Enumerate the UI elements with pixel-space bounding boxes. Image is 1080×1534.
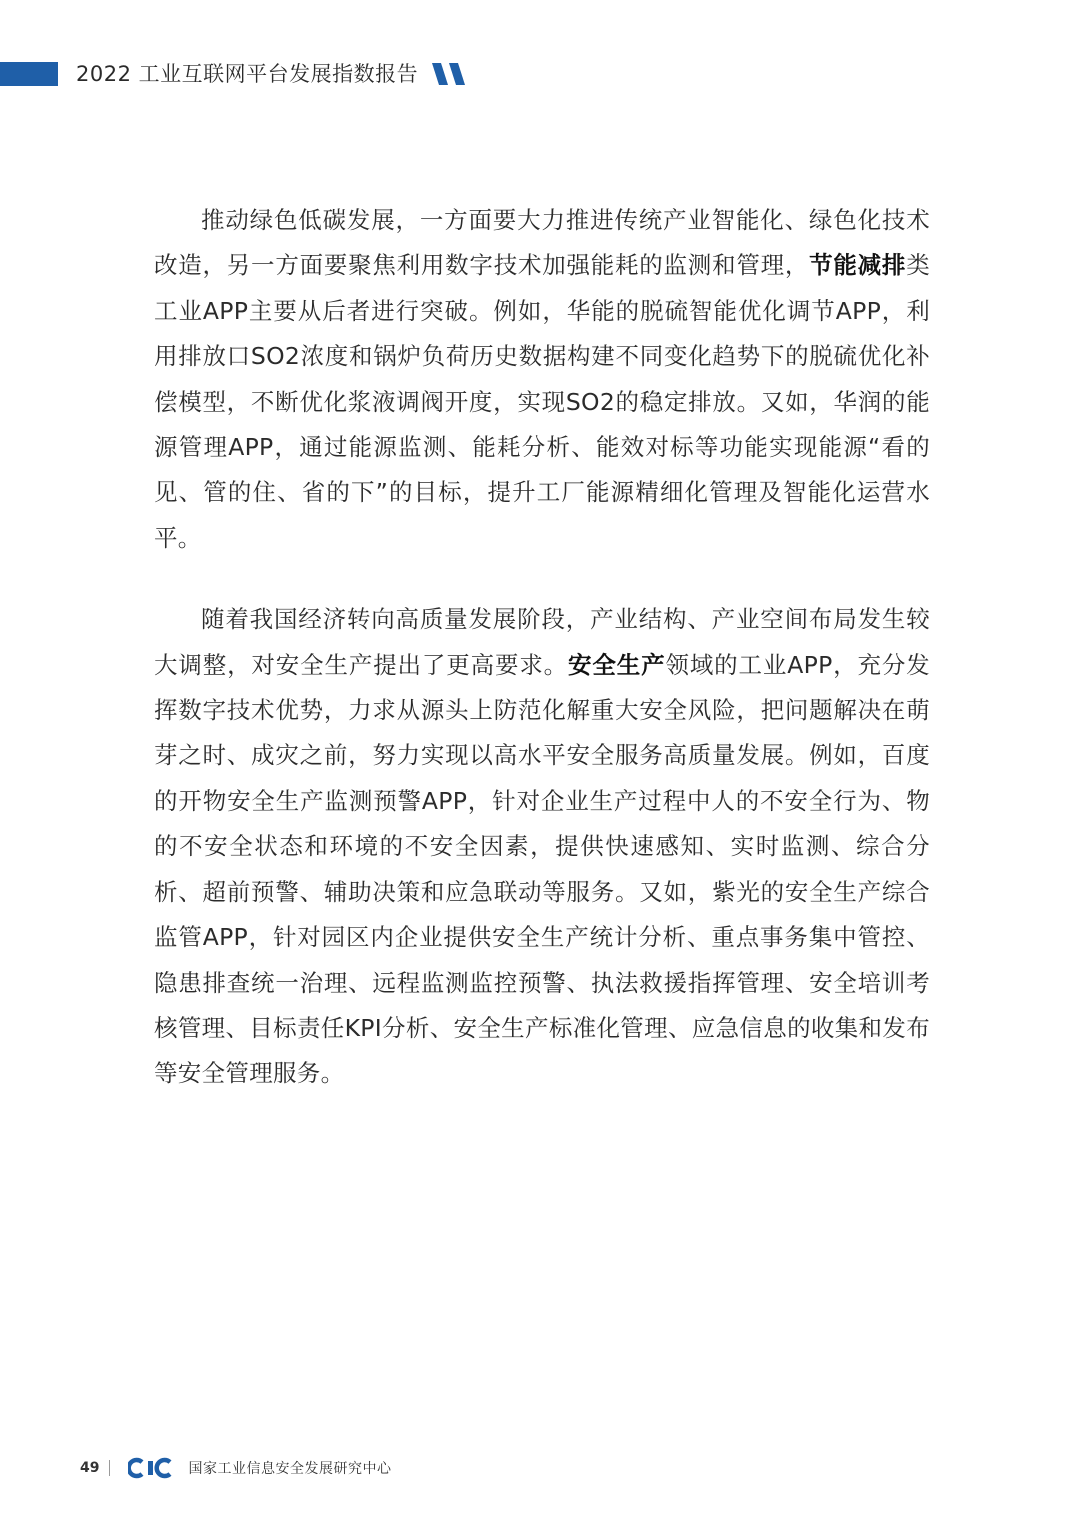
paragraph-safety-production: [154, 597, 930, 1096]
paragraph-text: 推动绿色低碳发展，一方面要大力推进传统产业智能化、绿色化技术改造，另一方面要聚焦利用数字技术加强能耗的监测和管理，: [154, 206, 930, 280]
organization-name: 国家工业信息安全发展研究中心: [188, 1461, 392, 1477]
report-title: 2022 工业互联网平台发展指数报告: [76, 62, 419, 86]
page-number: 49: [80, 1460, 100, 1476]
header-accent-bar: [0, 62, 58, 86]
cic-logo-icon: [128, 1457, 180, 1479]
paragraph-text: 随着我国经济转向高质量发展阶段，产业结构、产业空间布局发生较大调整，对安全生产提出了更高要求。: [154, 605, 930, 679]
paragraph-text: 类工业APP主要从后者进行突破。例如，华能的脱硫智能优化调节APP，利用排放口SO2浓度和锅炉负荷历史数据构建不同变化趋势下的脱硫优化补偿模型，不断优化浆液调阀开度，实现SO2的稳定排放。又如，华润的能源管理APP，通过能源监测、能耗分析、能效对标等功能实现能源“看的见、管的住、省的下”的目标，提升工厂能源精细化管理及智能化运营水平。: [154, 251, 930, 552]
double-slash-mark-icon: [432, 63, 468, 85]
page-footer: [80, 1455, 391, 1481]
body-content: [154, 198, 930, 1097]
highlight-term: 安全生产: [568, 650, 666, 679]
paragraph-text: 领域的工业APP，充分发挥数字技术优势，力求从源头上防范化解重大安全风险，把问题解决在萌芽之时、成灾之前，努力实现以高水平安全服务高质量发展。例如，百度的开物安全生产监测预警APP，针对企业生产过程中人的不安全行为、物的不安全状态和环境的不安全因素，提供快速感知、实时监测、综合分析、超前预警、辅助决策和应急联动等服务。又如，紫光的安全生产综合监管APP，针对园区内企业提供安全生产统计分析、重点事务集中管控、隐患排查统一治理、远程监测监控预警、执法救援指挥管理、安全培训考核管理、目标责任KPI分析、安全生产标准化管理、应急信息的收集和发布等安全管理服务。: [154, 650, 930, 1088]
paragraph-energy-saving: [154, 198, 930, 561]
highlight-term: 节能减排: [809, 251, 907, 280]
footer-divider: [109, 1460, 110, 1476]
